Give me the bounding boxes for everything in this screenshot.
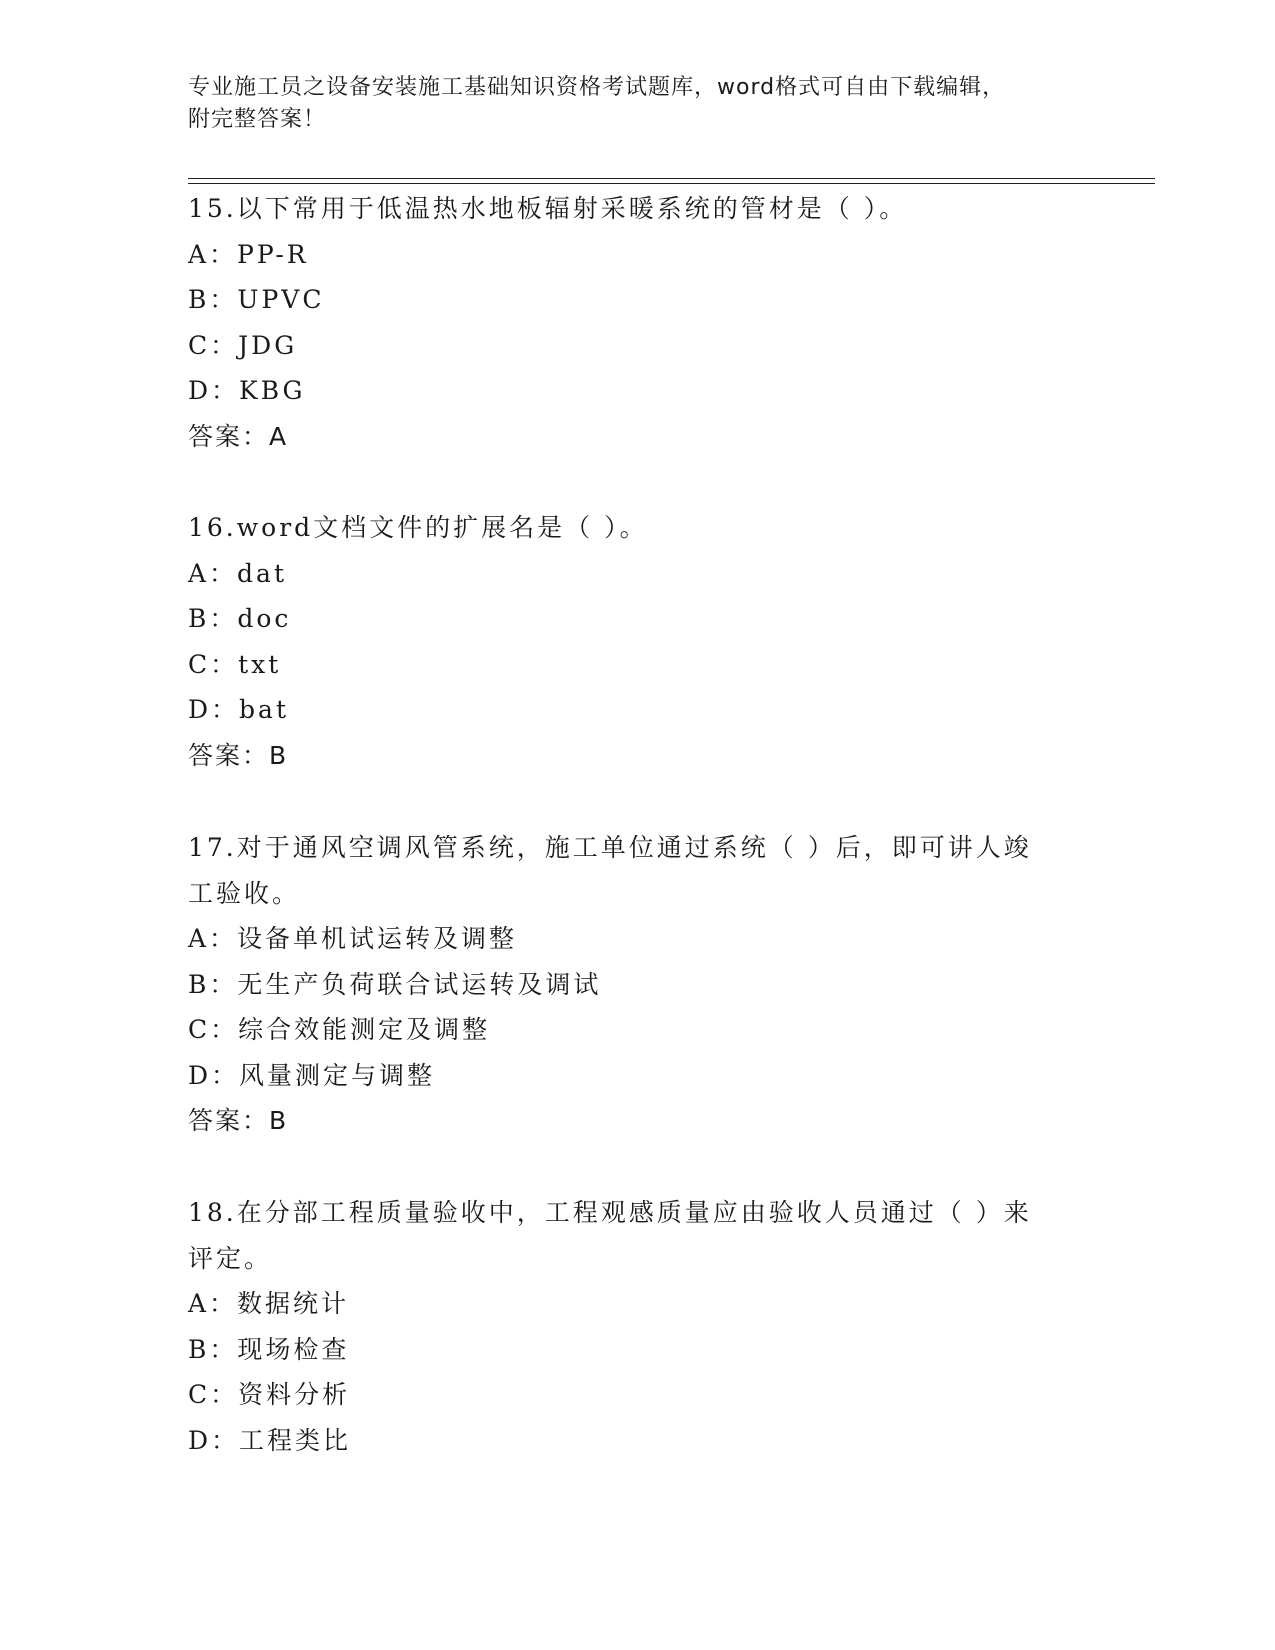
question-stem-line-2: 工验收。 xyxy=(188,878,301,908)
question-stem-line-1: 18.在分部工程质量验收中，工程观感质量应由验收人员通过（ ）来 xyxy=(188,1198,1032,1227)
option-d: D：风量测定与调整 xyxy=(188,1060,436,1090)
answer: 答案：B xyxy=(188,740,289,770)
option-b: B：现场检查 xyxy=(188,1334,350,1364)
question-18 xyxy=(188,1190,1068,1463)
option-c: C：JDG xyxy=(188,330,298,360)
question-17 xyxy=(188,825,1068,1144)
option-a: A：dat xyxy=(188,558,288,588)
question-stem-line-2: 评定。 xyxy=(188,1243,273,1273)
option-d: D：bat xyxy=(188,695,289,724)
option-b: B：无生产负荷联合试运转及调试 xyxy=(188,969,602,999)
option-c: C：资料分析 xyxy=(188,1380,351,1409)
question-stem: 15.以下常用于低温热水地板辐射采暖系统的管材是（ ）。 xyxy=(188,194,908,223)
document-header xyxy=(188,72,1068,136)
header-divider-top xyxy=(188,178,1155,179)
header-line-1: 专业施工员之设备安装施工基础知识资格考试题库，word格式可自由下载编辑， xyxy=(188,75,1006,100)
option-b: B：UPVC xyxy=(188,285,325,314)
question-15 xyxy=(188,186,1068,459)
option-a: A：PP-R xyxy=(188,239,309,269)
option-b: B：doc xyxy=(188,604,292,633)
header-line-2: 附完整答案！ xyxy=(188,107,327,132)
answer: 答案：B xyxy=(188,1106,289,1135)
option-c: C：综合效能测定及调整 xyxy=(188,1015,491,1044)
question-stem-line-1: 17.对于通风空调风管系统，施工单位通过系统（ ）后，即可讲人竣 xyxy=(188,833,1032,862)
header-divider-bottom xyxy=(188,183,1155,184)
option-a: A：数据统计 xyxy=(188,1289,350,1318)
question-stem: 16.word文档文件的扩展名是（ ）。 xyxy=(188,513,648,542)
option-c: C：txt xyxy=(188,649,282,679)
answer: 答案：A xyxy=(188,421,289,451)
question-16 xyxy=(188,505,1068,778)
option-d: D：工程类比 xyxy=(188,1425,352,1455)
option-a: A：设备单机试运转及调整 xyxy=(188,924,518,953)
option-d: D：KBG xyxy=(188,376,306,405)
